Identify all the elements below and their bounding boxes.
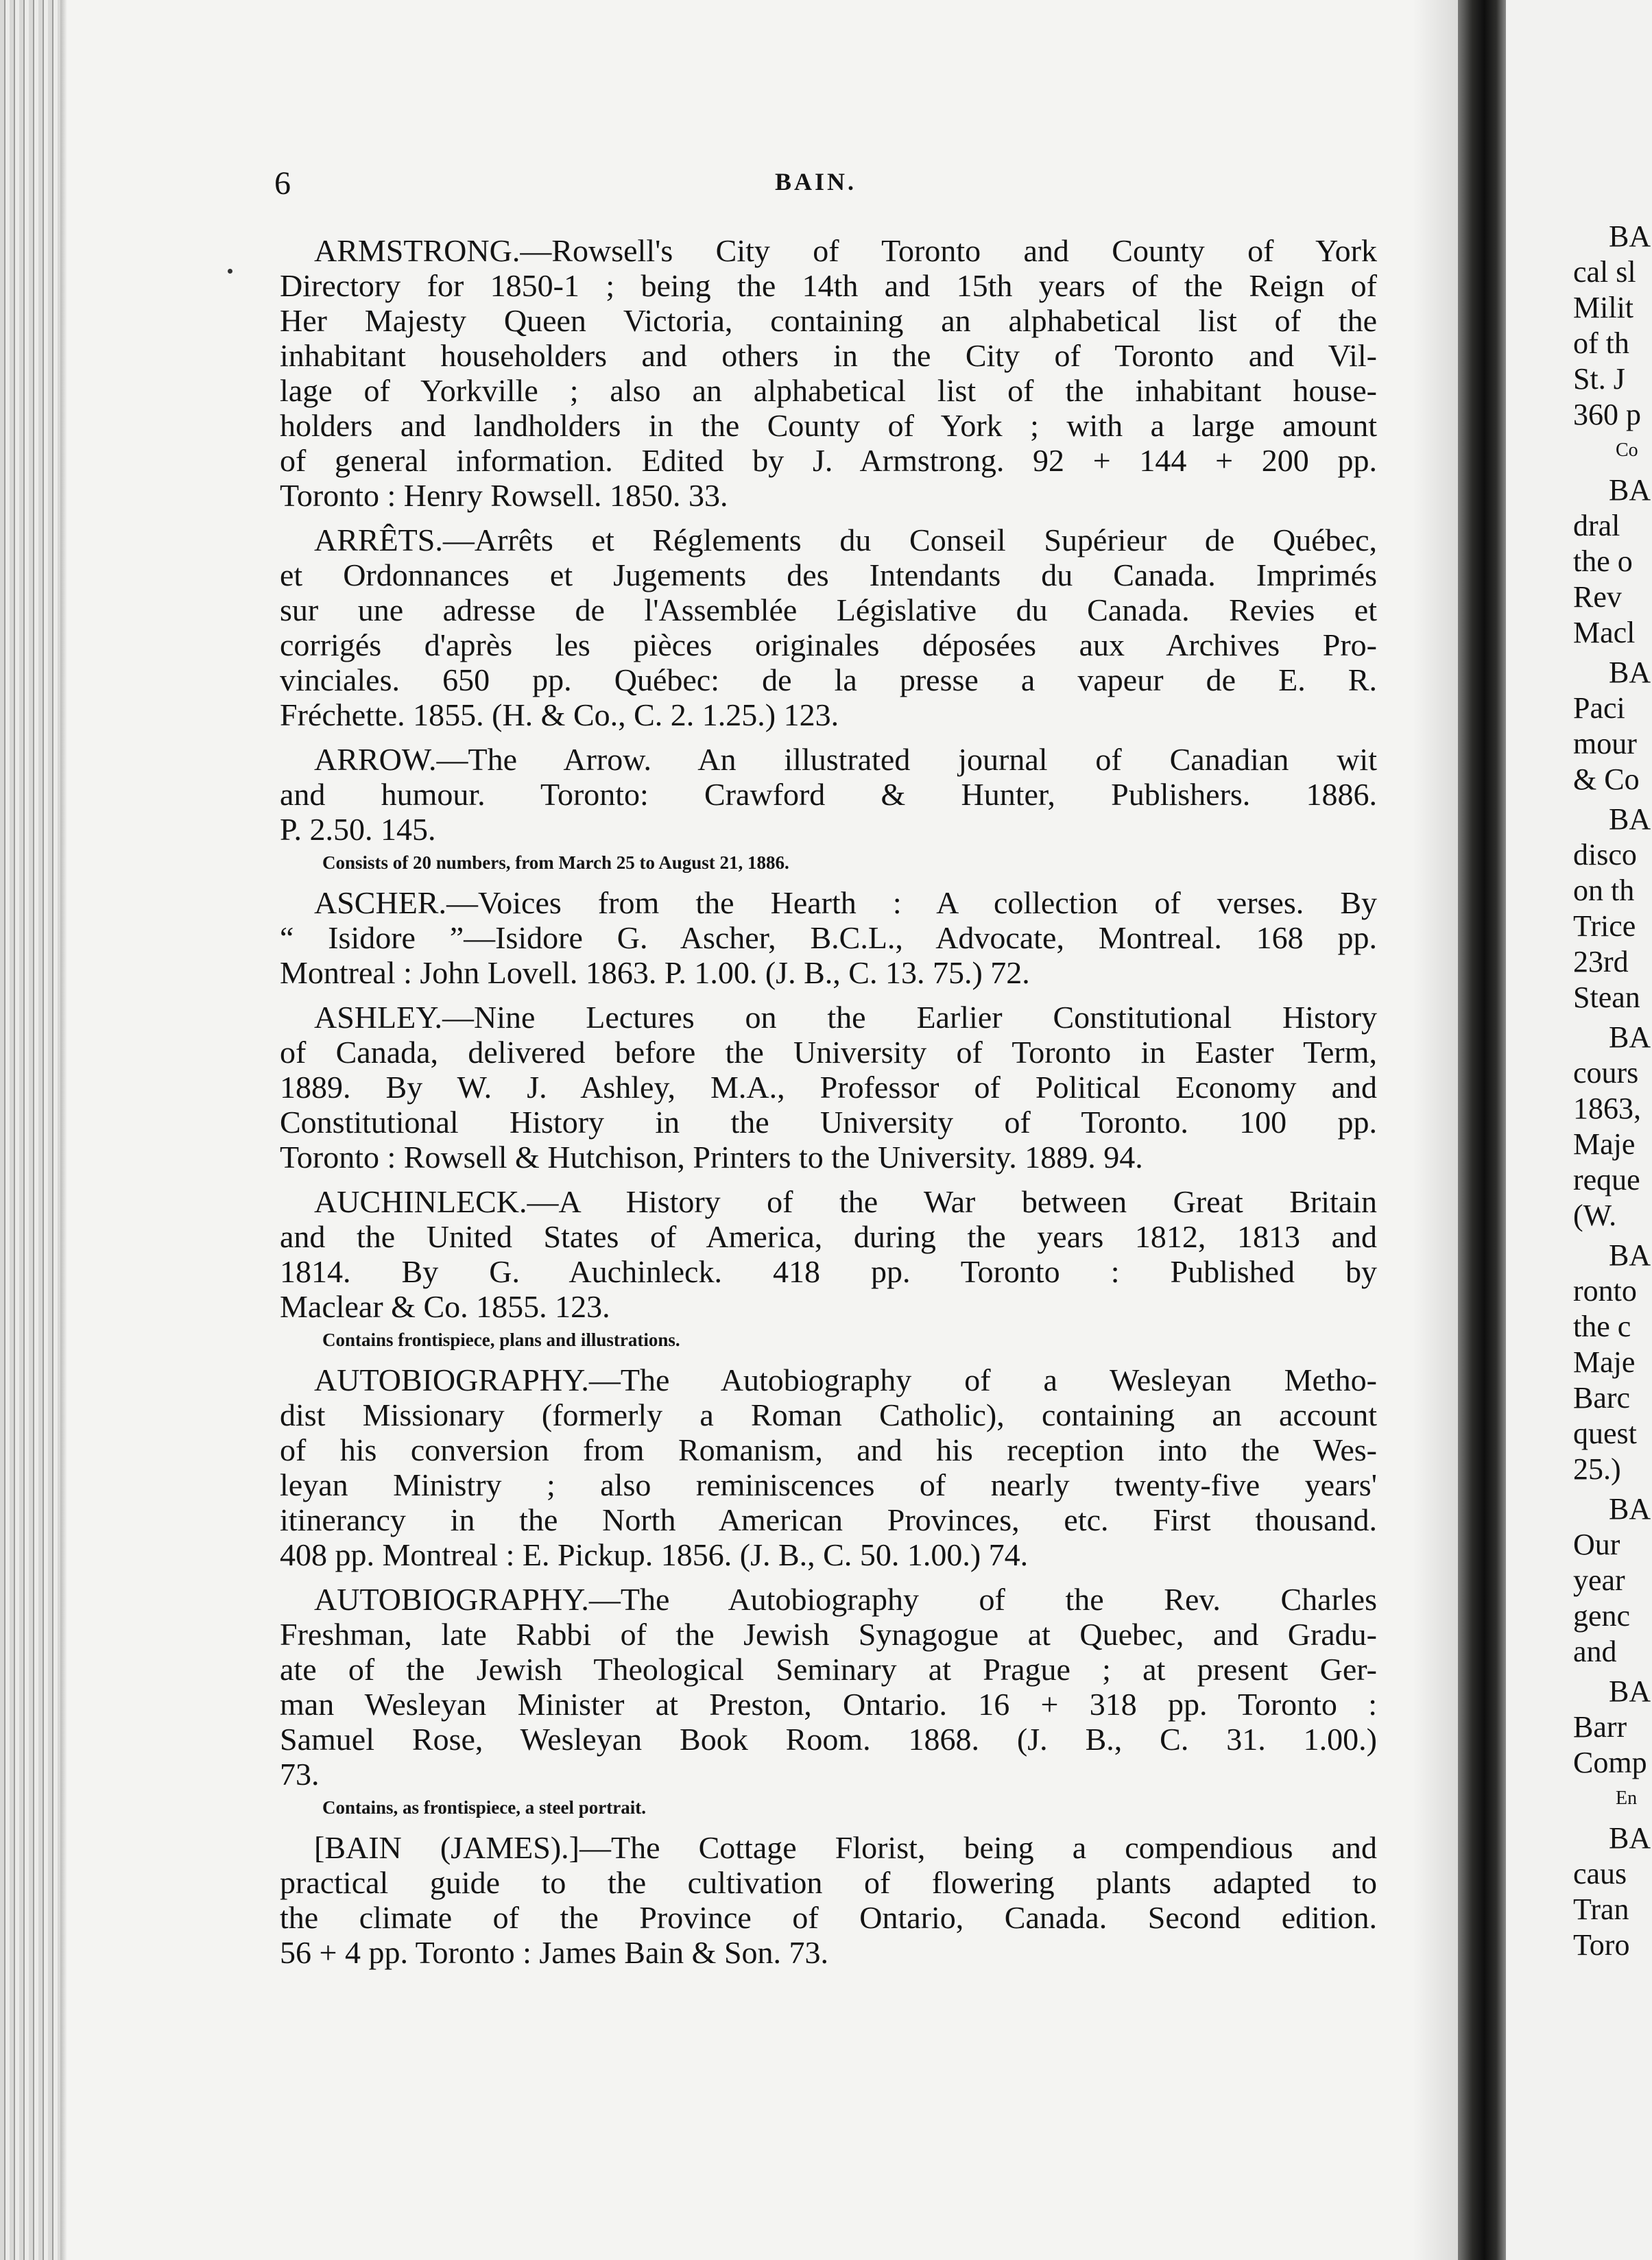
entry-line: the climate of the Province of Ontario, Canada. Second edition. bbox=[280, 1900, 1377, 1935]
bibliography-entry bbox=[280, 1362, 1377, 1572]
facing-page-fragment: BA bbox=[1609, 802, 1651, 836]
entry-line: itinerancy in the North American Provinces, etc. First thousand. bbox=[280, 1502, 1377, 1537]
facing-page-fragment: the c bbox=[1573, 1310, 1631, 1343]
facing-page-fragment: quest bbox=[1573, 1417, 1637, 1450]
facing-page-fragment: Paci bbox=[1573, 691, 1625, 725]
entry-line: dist Missionary (formerly a Roman Catholic), containing an account bbox=[280, 1397, 1377, 1432]
facing-page-fragment: disco bbox=[1573, 838, 1637, 871]
entry-line: 408 pp. Montreal : E. Pickup. 1856. (J. B., C. 50. 1.00.) 74. bbox=[280, 1537, 1029, 1572]
facing-page-fragment: St. J bbox=[1573, 362, 1625, 396]
facing-page-fragment: BA bbox=[1609, 1020, 1651, 1054]
entry-line: AUTOBIOGRAPHY.—The Autobiography of a Wesleyan Metho- bbox=[314, 1362, 1377, 1397]
bibliography-entry bbox=[280, 1582, 1377, 1820]
margin-mark bbox=[228, 269, 232, 274]
entry-line: of general information. Edited by J. Armstrong. 92 + 144 + 200 pp. bbox=[280, 443, 1377, 478]
facing-page-fragment: mour bbox=[1573, 727, 1637, 760]
running-head: BAIN. bbox=[775, 168, 857, 195]
entry-line: Fréchette. 1855. (H. & Co., C. 2. 1.25.) 123. bbox=[280, 697, 839, 732]
book-spine-gutter bbox=[1458, 0, 1506, 2260]
entry-line: 73. bbox=[280, 1757, 320, 1792]
entry-line: P. 2.50. 145. bbox=[280, 812, 436, 847]
entry-line: Constitutional History in the University of Toronto. 100 pp. bbox=[280, 1105, 1377, 1140]
entry-line: 1814. By G. Auchinleck. 418 pp. Toronto : Published by bbox=[280, 1254, 1377, 1289]
facing-page-fragment: Barc bbox=[1573, 1381, 1631, 1415]
entry-line: Samuel Rose, Wesleyan Book Room. 1868. (J. B., C. 31. 1.00.) bbox=[280, 1722, 1377, 1757]
facing-page-fragment: Barr bbox=[1573, 1710, 1627, 1744]
entry-line: ARMSTRONG.—Rowsell's City of Toronto and County of York bbox=[314, 233, 1377, 268]
facing-page-fragment: En bbox=[1616, 1788, 1638, 1809]
bibliography-entries bbox=[280, 233, 1377, 1980]
entry-line: ASCHER.—Voices from the Hearth : A collection of verses. By bbox=[314, 885, 1377, 920]
entry-line: lage of Yorkville ; also an alphabetical list of the inhabitant house- bbox=[280, 373, 1377, 408]
entry-line: 56 + 4 pp. Toronto : James Bain & Son. 73. bbox=[280, 1935, 829, 1970]
facing-page-fragment: & Co bbox=[1573, 762, 1640, 796]
facing-page-fragment: 23rd bbox=[1573, 945, 1629, 978]
page-edges-left bbox=[0, 0, 62, 2260]
entry-line: Her Majesty Queen Victoria, containing an alphabetical list of the bbox=[280, 303, 1377, 338]
entry-line: man Wesleyan Minister at Preston, Ontario. 16 + 318 pp. Toronto : bbox=[280, 1687, 1377, 1722]
facing-page-fragment: of th bbox=[1573, 326, 1629, 360]
entry-note: Contains frontispiece, plans and illustrations. bbox=[322, 1330, 680, 1350]
entry-line: AUTOBIOGRAPHY.—The Autobiography of the Rev. Charles bbox=[314, 1582, 1377, 1617]
facing-page bbox=[1506, 0, 1652, 2260]
facing-page-fragment: Toro bbox=[1573, 1928, 1630, 1962]
facing-page-fragment: BA bbox=[1609, 1821, 1651, 1855]
entry-line: leyan Ministry ; also reminiscences of nearly twenty-five years' bbox=[280, 1467, 1377, 1502]
entry-line: ARRÊTS.—Arrêts et Réglements du Conseil Supérieur de Québec, bbox=[314, 522, 1377, 557]
entry-line: Maclear & Co. 1855. 123. bbox=[280, 1289, 610, 1324]
page-number: 6 bbox=[274, 165, 291, 202]
entry-line: Montreal : John Lovell. 1863. P. 1.00. (J. B., C. 13. 75.) 72. bbox=[280, 955, 1030, 990]
facing-page-fragment: and bbox=[1573, 1635, 1617, 1668]
facing-page-fragment: Rev bbox=[1573, 580, 1622, 614]
bibliography-entry bbox=[280, 233, 1377, 513]
entry-line: “ Isidore ”—Isidore G. Ascher, B.C.L., Advocate, Montreal. 168 pp. bbox=[280, 920, 1377, 955]
facing-page-fragment: Comp bbox=[1573, 1746, 1647, 1779]
entry-line: Directory for 1850-1 ; being the 14th and 15th years of the Reign of bbox=[280, 268, 1377, 303]
entry-line: ARROW.—The Arrow. An illustrated journal of Canadian wit bbox=[314, 742, 1377, 777]
entry-line: practical guide to the cultivation of flowering plants adapted to bbox=[280, 1865, 1377, 1900]
entry-line: and the United States of America, during the years 1812, 1813 and bbox=[280, 1219, 1377, 1254]
binding-shadow bbox=[60, 0, 67, 2260]
facing-page-fragment: (W. bbox=[1573, 1199, 1617, 1232]
entry-line: vinciales. 650 pp. Québec: de la presse a vapeur de E. R. bbox=[280, 662, 1377, 697]
facing-page-fragment: BA bbox=[1609, 1492, 1651, 1526]
entry-note: Consists of 20 numbers, from March 25 to August 21, 1886. bbox=[322, 852, 789, 873]
entry-line: of his conversion from Romanism, and his reception into the Wes- bbox=[280, 1432, 1377, 1467]
facing-page-fragment: Our bbox=[1573, 1528, 1620, 1561]
bibliography-entry bbox=[280, 1184, 1377, 1353]
facing-page-fragment: 1863, bbox=[1573, 1092, 1641, 1125]
facing-page-fragment: cours bbox=[1573, 1056, 1639, 1090]
facing-page-fragment: ronto bbox=[1573, 1274, 1637, 1308]
facing-page-fragment: dral bbox=[1573, 509, 1620, 542]
entry-line: holders and landholders in the County of York ; with a large amount bbox=[280, 408, 1377, 443]
facing-page-fragment: Co bbox=[1616, 440, 1638, 461]
facing-page-fragment: Trice bbox=[1573, 909, 1636, 943]
facing-page-fragment: 25.) bbox=[1573, 1452, 1621, 1486]
entry-line: inhabitant householders and others in the City of Toronto and Vil- bbox=[280, 338, 1377, 373]
facing-page-fragment: caus bbox=[1573, 1857, 1627, 1890]
entry-line: Toronto : Rowsell & Hutchison, Printers to the University. 1889. 94. bbox=[280, 1140, 1143, 1175]
facing-page-fragment: Tran bbox=[1573, 1892, 1629, 1926]
bibliography-entry bbox=[280, 522, 1377, 732]
entry-line: sur une adresse de l'Assemblée Législative du Canada. Revies et bbox=[280, 592, 1377, 627]
facing-page-fragment: the o bbox=[1573, 544, 1633, 578]
bibliography-entry bbox=[280, 742, 1377, 876]
facing-page-fragment: BA bbox=[1609, 1674, 1651, 1708]
gutter-shadow bbox=[1413, 0, 1458, 2260]
entry-line: [BAIN (JAMES).]—The Cottage Florist, being a compendious and bbox=[314, 1830, 1377, 1865]
entry-line: 1889. By W. J. Ashley, M.A., Professor of Political Economy and bbox=[280, 1070, 1377, 1105]
entry-line: Toronto : Henry Rowsell. 1850. 33. bbox=[280, 478, 728, 513]
facing-page-fragment: cal sl bbox=[1573, 255, 1636, 289]
facing-page-fragment: Stean bbox=[1573, 981, 1640, 1014]
facing-page-fragment: 360 p bbox=[1573, 398, 1641, 431]
entry-line: et Ordonnances et Jugements des Intendants du Canada. Imprimés bbox=[280, 557, 1377, 592]
bibliography-entry bbox=[280, 1830, 1377, 1970]
facing-page-fragment: Milit bbox=[1573, 291, 1634, 324]
facing-page-fragment: Macl bbox=[1573, 616, 1636, 649]
facing-page-fragment: reque bbox=[1573, 1163, 1640, 1197]
entry-line: of Canada, delivered before the University of Toronto in Easter Term, bbox=[280, 1035, 1377, 1070]
entry-line: Freshman, late Rabbi of the Jewish Synagogue at Quebec, and Gradu- bbox=[280, 1617, 1377, 1652]
facing-page-fragment: Maje bbox=[1573, 1127, 1636, 1161]
facing-page-fragment: on th bbox=[1573, 874, 1635, 907]
entry-line: AUCHINLECK.—A History of the War between Great Britain bbox=[314, 1184, 1377, 1219]
facing-page-fragment: year bbox=[1573, 1563, 1625, 1597]
entry-line: and humour. Toronto: Crawford & Hunter, Publishers. 1886. bbox=[280, 777, 1377, 812]
entry-line: corrigés d'après les pièces originales déposées aux Archives Pro- bbox=[280, 627, 1377, 662]
entry-line: ASHLEY.—Nine Lectures on the Earlier Constitutional History bbox=[314, 1000, 1377, 1035]
bibliography-entry bbox=[280, 885, 1377, 990]
facing-page-fragment: BA bbox=[1609, 219, 1651, 253]
facing-page-fragment: BA bbox=[1609, 1238, 1651, 1272]
facing-page-fragment: BA bbox=[1609, 473, 1651, 507]
bibliography-entry bbox=[280, 1000, 1377, 1175]
facing-page-fragment: BA bbox=[1609, 656, 1651, 689]
entry-line: ate of the Jewish Theological Seminary at Prague ; at present Ger- bbox=[280, 1652, 1377, 1687]
facing-page-fragment: Maje bbox=[1573, 1345, 1636, 1379]
facing-page-fragment: genc bbox=[1573, 1599, 1631, 1633]
entry-note: Contains, as frontispiece, a steel portrait. bbox=[322, 1797, 646, 1818]
